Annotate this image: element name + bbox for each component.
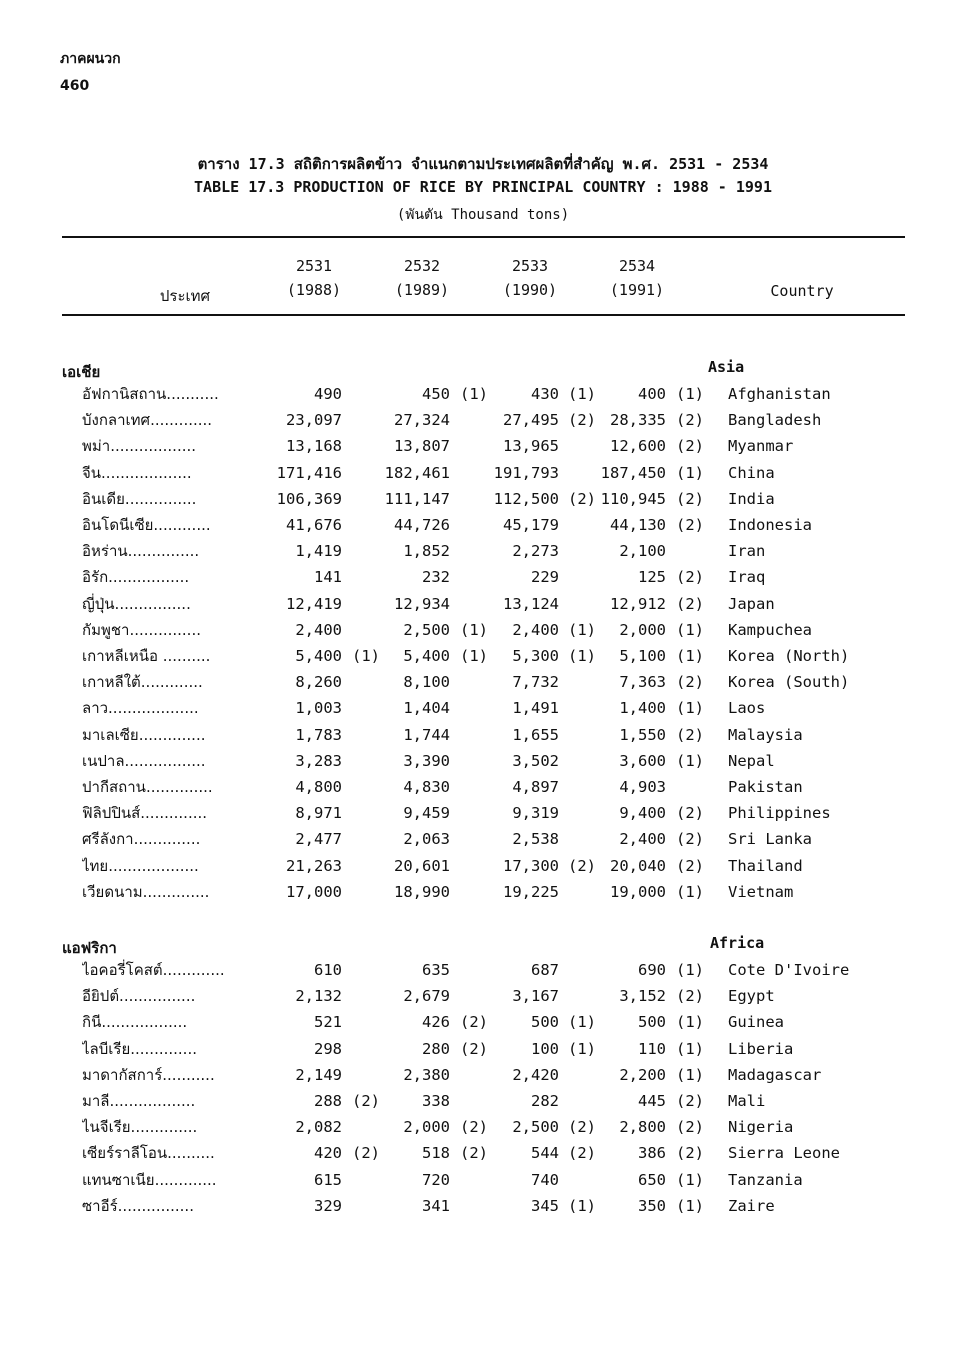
cell-note: (1) [676,1170,704,1189]
cell-value: 720 [422,1170,450,1189]
cell-value: 1,783 [295,725,342,744]
cell-value: 17,300 [503,856,559,875]
cell-value: 4,903 [619,778,666,796]
cell-value: 2,420 [512,1065,559,1084]
cell-note: (2) [568,1144,596,1163]
cell-note: (2) [460,1039,488,1058]
cell-note: (2) [676,411,704,430]
cell-value: 400 [638,385,666,403]
cell-note: (2) [676,1144,704,1163]
table-row [0,1009,966,1035]
section-heading-english: Asia [708,358,745,376]
table-row [0,983,966,1009]
column-label-thai: ประเทศ [159,287,211,305]
country-name-thai: ลาว................... [82,699,199,718]
cell-value: 13,965 [503,437,559,456]
cell-value: 2,200 [619,1065,666,1084]
year-th: 2533 [511,257,549,275]
cell-note: (1) [460,647,488,665]
country-name-thai: อียิปต์................ [82,987,196,1006]
cell-value: 2,082 [295,1118,342,1137]
cell-value: 2,000 [619,620,666,639]
cell-value: 19,225 [503,882,559,901]
cell-note: (1) [460,620,488,639]
cell-value: 2,400 [619,830,666,849]
cell-value: 650 [638,1170,666,1189]
cell-note: (2) [676,489,704,508]
country-name-thai: อัฟกานิสถาน........... [82,385,219,403]
cell-note: (2) [676,987,704,1006]
country-name-thai: แทนซาเนีย............. [82,1170,217,1189]
cell-value: 187,450 [600,463,666,482]
country-name-english: Mali [728,1092,766,1110]
cell-note: (2) [460,1118,488,1137]
cell-value: 19,000 [610,882,666,901]
cell-value: 2,000 [403,1118,450,1137]
cell-value: 44,130 [610,516,666,534]
cell-value: 7,363 [619,673,666,692]
cell-value: 191,793 [493,463,559,482]
column-year-1 [274,257,354,299]
cell-value: 100 [531,1039,559,1058]
table-unit: (พันตัน Thousand tons) [396,207,570,223]
column-label-english: Country [770,282,834,300]
cell-note: (2) [676,830,704,849]
country-name-thai: มาเลเซีย.............. [82,725,206,744]
cell-value: 12,600 [610,437,666,456]
country-name-english: Sierra Leone [728,1144,840,1163]
cell-value: 288 [314,1092,342,1110]
cell-note: (1) [676,1039,704,1058]
country-name-thai: ไทย................... [82,856,199,875]
table-row [0,774,966,800]
country-name-english: Egypt [728,987,775,1006]
country-name-thai: อินโดนีเซีย............ [82,516,211,534]
cell-value: 4,800 [295,778,342,796]
country-name-thai: เวียดนาม.............. [82,882,210,901]
cell-value: 7,732 [512,673,559,692]
cell-value: 9,459 [403,804,450,823]
cell-note: (2) [352,1092,380,1110]
cell-note: (1) [568,620,596,639]
cell-value: 2,380 [403,1065,450,1084]
table-row [0,669,966,695]
cell-note: (2) [676,725,704,744]
cell-note: (2) [460,1144,488,1163]
table-row [0,1167,966,1193]
cell-note: (1) [676,882,704,901]
section-heading-english: Africa [710,934,765,952]
country-name-english: Philippines [728,804,831,823]
cell-value: 350 [638,1196,666,1215]
cell-note: (2) [568,1118,596,1137]
year-en: (1989) [394,281,450,299]
cell-value: 2,132 [295,987,342,1006]
table-row [0,879,966,905]
country-name-english: Iran [728,542,766,561]
cell-value: 2,538 [512,830,559,849]
table-row [0,433,966,459]
table-row [0,643,966,669]
cell-value: 635 [422,961,450,979]
cell-value: 282 [531,1092,559,1110]
table-title-thai: ตาราง 17.3 สถิติการผลิตข้าว จำแนกตามประเทศผลิตที่สำคัญ พ.ศ. 2531 - 2534 [197,155,769,173]
country-name-english: Tanzania [728,1170,803,1189]
table-row [0,957,966,983]
country-name-thai: ฟิลิปปินส์.............. [82,804,208,823]
country-name-english: China [728,463,775,482]
cell-note: (1) [568,1013,596,1032]
cell-value: 2,273 [512,542,559,561]
cell-value: 8,971 [295,804,342,823]
country-name-thai: ซาอีร์................ [82,1196,194,1215]
cell-value: 8,260 [295,673,342,692]
column-year-4 [597,257,677,299]
country-name-english: Nigeria [728,1118,794,1137]
cell-value: 9,400 [619,804,666,823]
cell-value: 2,679 [403,987,450,1006]
country-name-thai: พม่า.................. [82,437,197,456]
cell-note: (2) [676,594,704,613]
cell-value: 112,500 [493,489,559,508]
cell-note: (1) [676,1196,704,1215]
table-title-english: TABLE 17.3 PRODUCTION OF RICE BY PRINCIPAL COUNTRY : 1988 - 1991 [194,178,772,196]
cell-note: (1) [568,1039,596,1058]
cell-value: 345 [531,1196,559,1215]
country-name-english: Nepal [728,751,775,770]
cell-note: (1) [676,699,704,718]
country-name-thai: เกาหลีใต้............. [82,673,203,692]
country-name-english: Indonesia [728,516,812,534]
country-name-english: Laos [728,699,766,718]
country-name-thai: จีน................... [82,463,192,482]
country-name-thai: เนปาล................. [82,751,206,770]
cell-value: 23,097 [286,411,342,430]
cell-value: 2,063 [403,830,450,849]
cell-value: 386 [638,1144,666,1163]
country-name-english: Korea (South) [728,673,850,692]
cell-value: 44,726 [394,516,450,534]
year-en: (1988) [286,281,342,299]
cell-value: 500 [638,1013,666,1032]
country-name-thai: ปากีสถาน.............. [82,778,213,796]
country-name-thai: เกาหลีเหนือ .......... [82,647,211,665]
year-th: 2531 [295,257,333,275]
table-row [0,826,966,852]
cell-value: 182,461 [384,463,450,482]
cell-value: 3,283 [295,751,342,770]
cell-value: 141 [314,568,342,587]
cell-note: (1) [460,385,488,403]
cell-note: (1) [568,385,596,403]
cell-value: 2,800 [619,1118,666,1137]
cell-note: (2) [676,1092,704,1110]
cell-value: 544 [531,1144,559,1163]
cell-value: 45,179 [503,516,559,534]
country-name-thai: มาดากัสการ์........... [82,1065,215,1084]
country-name-english: Myanmar [728,437,794,456]
cell-value: 18,990 [394,882,450,901]
year-th: 2534 [618,257,656,275]
cell-note: (1) [676,961,704,979]
cell-note: (1) [676,1013,704,1032]
country-name-thai: กินี.................. [82,1013,188,1032]
cell-value: 2,400 [295,620,342,639]
cell-value: 329 [314,1196,342,1215]
cell-value: 5,100 [619,647,666,665]
cell-value: 106,369 [276,489,342,508]
cell-value: 13,124 [503,594,559,613]
country-name-english: Iraq [728,568,766,587]
cell-value: 1,744 [403,725,450,744]
table-row [0,591,966,617]
cell-value: 610 [314,961,342,979]
cell-value: 2,500 [512,1118,559,1137]
table-row [0,1114,966,1140]
cell-value: 450 [422,385,450,403]
cell-value: 690 [638,961,666,979]
cell-note: (2) [568,856,596,875]
cell-value: 20,601 [394,856,450,875]
cell-note: (2) [568,489,596,508]
cell-value: 110 [638,1039,666,1058]
table-row [0,1193,966,1219]
country-name-english: Sri Lanka [728,830,812,849]
cell-note: (2) [676,568,704,587]
cell-value: 110,945 [600,489,666,508]
cell-value: 338 [422,1092,450,1110]
cell-note: (1) [676,751,704,770]
table-row [0,1140,966,1166]
cell-value: 3,167 [512,987,559,1006]
cell-value: 1,655 [512,725,559,744]
cell-value: 445 [638,1092,666,1110]
section-heading-thai: เอเชีย [62,363,101,381]
table-row [0,800,966,826]
cell-value: 12,912 [610,594,666,613]
country-name-thai: อิหร่าน............... [82,542,200,561]
cell-note: (2) [460,1013,488,1032]
country-name-english: Guinea [728,1013,784,1032]
table-row [0,1062,966,1088]
cell-value: 5,300 [512,647,559,665]
table-row [0,564,966,590]
cell-value: 2,400 [512,620,559,639]
cell-value: 232 [422,568,450,587]
cell-value: 4,830 [403,778,450,796]
table-row [0,617,966,643]
cell-value: 13,807 [394,437,450,456]
column-year-3 [490,257,570,299]
country-name-english: Afghanistan [728,385,831,403]
table-row [0,1088,966,1114]
country-name-thai: ศรีลังกา.............. [82,830,201,849]
year-en: (1990) [502,281,558,299]
cell-value: 615 [314,1170,342,1189]
country-name-english: Korea (North) [728,647,850,665]
cell-value: 490 [314,385,342,403]
table-row [0,748,966,774]
cell-value: 1,550 [619,725,666,744]
year-en: (1991) [609,281,665,299]
cell-value: 17,000 [286,882,342,901]
cell-value: 2,100 [619,542,666,561]
cell-note: (2) [352,1144,380,1163]
cell-value: 518 [422,1144,450,1163]
country-name-english: Pakistan [728,778,803,796]
table-row [0,695,966,721]
country-name-english: Liberia [728,1039,794,1058]
cell-value: 430 [531,385,559,403]
table-row [0,407,966,433]
country-name-english: Kampuchea [728,620,812,639]
cell-note: (1) [676,1065,704,1084]
country-name-thai: ไอคอรี่โคสต์............. [82,961,225,979]
cell-value: 3,152 [619,987,666,1006]
table-row [0,460,966,486]
top-rule [62,236,905,238]
country-name-english: Zaire [728,1196,775,1215]
cell-note: (2) [676,804,704,823]
country-name-english: Thailand [728,856,803,875]
country-name-english: Malaysia [728,725,803,744]
cell-note: (1) [676,647,704,665]
cell-note: (2) [676,1118,704,1137]
cell-value: 27,324 [394,411,450,430]
cell-value: 1,852 [403,542,450,561]
cell-value: 1,404 [403,699,450,718]
cell-value: 27,495 [503,411,559,430]
cell-value: 125 [638,568,666,587]
cell-note: (1) [568,647,596,665]
cell-value: 2,149 [295,1065,342,1084]
country-name-english: Madagascar [728,1065,822,1084]
country-name-english: Japan [728,594,775,613]
cell-value: 298 [314,1039,342,1058]
cell-note: (1) [352,647,380,665]
cell-value: 500 [531,1013,559,1032]
year-th: 2532 [403,257,441,275]
cell-value: 229 [531,568,559,587]
column-year-2 [382,257,462,299]
cell-value: 28,335 [610,411,666,430]
country-name-thai: อินเดีย............... [82,489,197,508]
header-rule [62,314,905,316]
table-row [0,722,966,748]
table-row [0,381,966,407]
cell-value: 41,676 [286,516,342,534]
page-number: 460 [60,78,90,94]
cell-value: 2,477 [295,830,342,849]
country-name-thai: ไนจีเรีย.............. [82,1118,198,1137]
cell-value: 111,147 [384,489,450,508]
cell-note: (1) [676,620,704,639]
country-name-english: Vietnam [728,882,794,901]
cell-note: (2) [676,673,704,692]
cell-value: 5,400 [403,647,450,665]
table-row [0,512,966,538]
table-row [0,853,966,879]
cell-value: 426 [422,1013,450,1032]
cell-value: 171,416 [276,463,342,482]
cell-note: (2) [676,437,704,456]
country-name-english: Bangladesh [728,411,822,430]
cell-note: (1) [676,385,704,403]
cell-value: 521 [314,1013,342,1032]
country-name-english: Cote D'Ivoire [728,961,850,979]
cell-note: (2) [676,516,704,534]
table-row [0,538,966,564]
cell-value: 341 [422,1196,450,1215]
cell-value: 4,897 [512,778,559,796]
cell-value: 13,168 [286,437,342,456]
cell-value: 3,600 [619,751,666,770]
cell-value: 3,502 [512,751,559,770]
cell-value: 9,319 [512,804,559,823]
table-row [0,1036,966,1062]
country-name-thai: ไลบีเรีย.............. [82,1039,197,1058]
cell-note: (2) [568,411,596,430]
cell-value: 280 [422,1039,450,1058]
country-name-thai: อิรัก................. [82,568,190,587]
cell-value: 1,491 [512,699,559,718]
cell-note: (2) [676,856,704,875]
cell-value: 1,419 [295,542,342,561]
cell-value: 20,040 [610,856,666,875]
country-name-thai: บังกลาเทศ............. [82,411,213,430]
section-heading-thai: แอฟริกา [62,939,117,957]
country-name-english: India [728,489,775,508]
cell-value: 420 [314,1144,342,1163]
cell-value: 12,934 [394,594,450,613]
country-name-thai: กัมพูชา............... [82,620,201,639]
cell-note: (1) [568,1196,596,1215]
cell-value: 2,500 [403,620,450,639]
country-name-thai: มาลี.................. [82,1092,196,1110]
cell-value: 21,263 [286,856,342,875]
appendix-label: ภาคผนวก [60,51,121,67]
country-name-thai: เซียร์ราลีโอน.......... [82,1144,215,1163]
cell-value: 740 [531,1170,559,1189]
cell-value: 1,400 [619,699,666,718]
cell-value: 5,400 [295,647,342,665]
country-name-thai: ญี่ปุ่น................ [82,594,191,613]
cell-value: 1,003 [295,699,342,718]
table-row [0,486,966,512]
cell-value: 3,390 [403,751,450,770]
cell-note: (1) [676,463,704,482]
cell-value: 8,100 [403,673,450,692]
cell-value: 687 [531,961,559,979]
cell-value: 12,419 [286,594,342,613]
